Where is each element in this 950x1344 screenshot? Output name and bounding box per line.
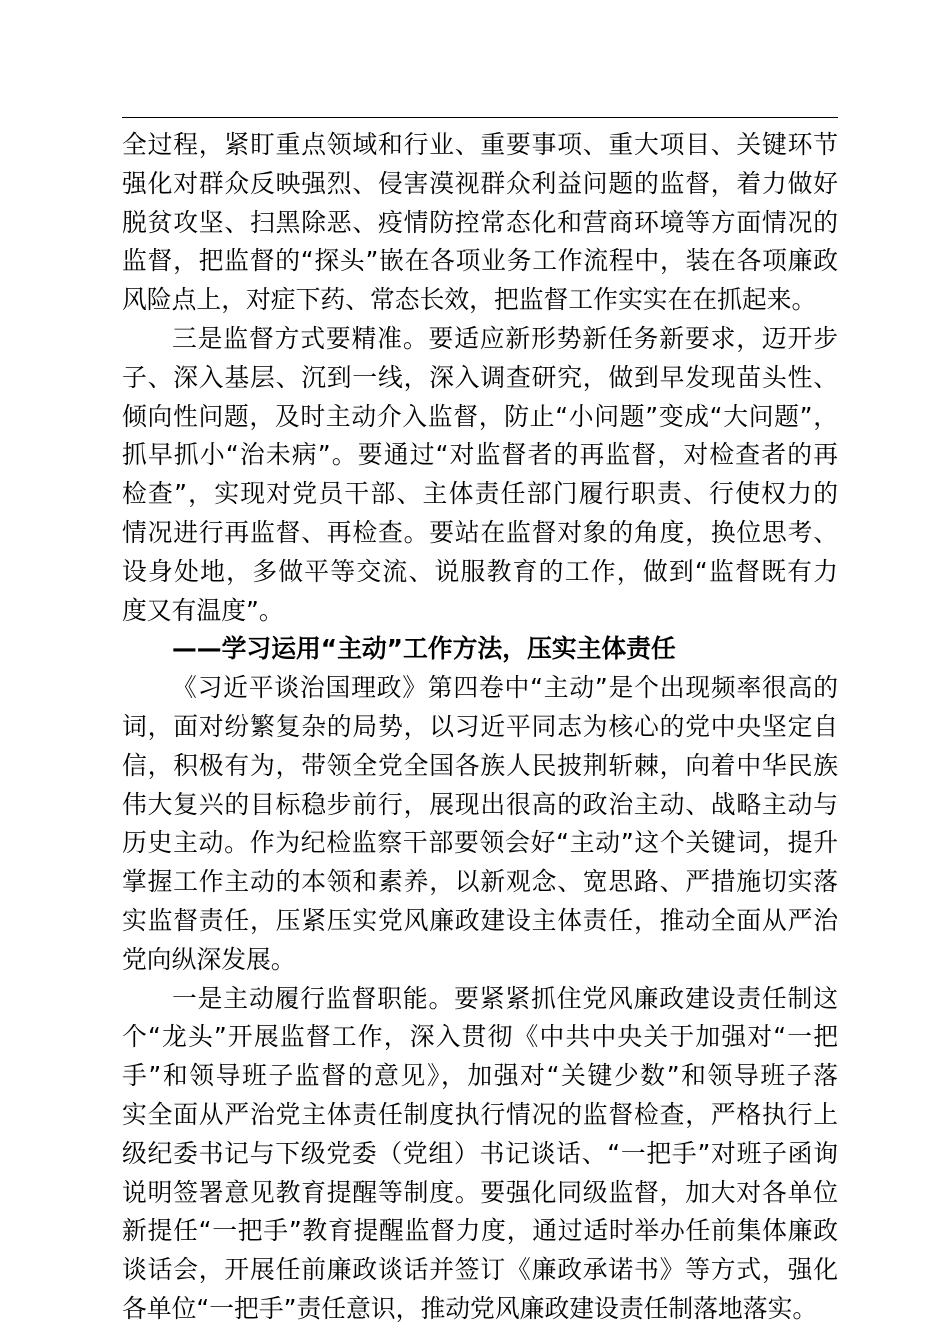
- text-line: 手”和领导班子监督的意见》，加强对“关键少数”和领导班子落: [122, 1061, 838, 1091]
- section-heading: [122, 630, 838, 669]
- text-line: 风险点上，对症下药、常态长效，把监督工作实实在在抓起来。: [122, 285, 817, 315]
- text-line: 强化对群众反映强烈、侵害漠视群众利益问题的监督，着力做好: [122, 168, 838, 198]
- paragraph: [122, 980, 838, 1329]
- text-line: 一是主动履行监督职能。要紧紧抓住党风廉政建设责任制这: [172, 983, 838, 1013]
- text-line: 掌握工作主动的本领和素养，以新观念、宽思路、严措施切实落: [122, 867, 838, 897]
- text-line: 抓早抓小“治未病”。要通过“对监督者的再监督，对检查者的再: [122, 440, 838, 470]
- text-line: 实全面从严治党主体责任制度执行情况的监督检查，严格执行上: [122, 1099, 838, 1129]
- text-line: 监督，把监督的“探头”嵌在各项业务工作流程中，装在各项廉政: [122, 246, 838, 276]
- paragraph: [122, 669, 838, 979]
- text-line: 新提任“一把手”教育提醒监督力度，通过适时举办任前集体廉政: [122, 1216, 838, 1246]
- text-line: 全过程，紧盯重点领域和行业、重要事项、重大项目、关键环节: [122, 130, 838, 159]
- text-line: 各单位“一把手”责任意识，推动党风廉政建设责任制落地落实。: [122, 1293, 818, 1323]
- text-line: 情况进行再监督、再检查。要站在监督对象的角度，换位思考、: [122, 517, 838, 547]
- text-line: ——学习运用“主动”工作方法，压实主体责任: [172, 634, 676, 664]
- text-line: 历史主动。作为纪检监察干部要领会好“主动”这个关键词，提升: [122, 828, 838, 858]
- paragraph: [122, 320, 838, 630]
- text-line: 实监督责任，压紧压实党风廉政建设主体责任，推动全面从严治: [122, 905, 838, 935]
- text-line: 度又有温度”。: [122, 595, 284, 625]
- text-line: 谈话会，开展任前廉政谈话并签订《廉政承诺书》等方式，强化: [122, 1255, 838, 1285]
- text-line: 信，积极有为，带领全党全国各族人民披荆斩棘，向着中华民族: [122, 750, 838, 780]
- text-line: 伟大复兴的目标稳步前行，展现出很高的政治主动、战略主动与: [122, 789, 838, 819]
- text-line: 《习近平谈治国理政》第四卷中“主动”是个出现频率很高的: [172, 673, 838, 703]
- text-line: 个“龙头”开展监督工作，深入贯彻《中共中央关于加强对“一把: [122, 1022, 838, 1052]
- text-line: 子、深入基层、沉到一线，深入调查研究，做到早发现苗头性、: [122, 362, 838, 392]
- text-line: 党向纵深发展。: [122, 944, 296, 974]
- text-line: 词，面对纷繁复杂的局势，以习近平同志为核心的党中央坚定自: [122, 711, 838, 741]
- document-body: [122, 126, 838, 1329]
- text-line: 说明签署意见教育提醒等制度。要强化同级监督，加大对各单位: [122, 1177, 838, 1207]
- paragraph: [122, 126, 838, 320]
- text-line: 倾向性问题，及时主动介入监督，防止“小问题”变成“大问题”，: [122, 401, 838, 431]
- header-rule: [122, 117, 838, 118]
- text-line: 三是监督方式要精准。要适应新形势新任务新要求，迈开步: [172, 323, 838, 353]
- text-line: 级纪委书记与下级党委（党组）书记谈话、“一把手”对班子函询: [122, 1138, 838, 1168]
- text-line: 设身处地，多做平等交流、说服教育的工作，做到“监督既有力: [122, 556, 838, 586]
- text-line: 检查”，实现对党员干部、主体责任部门履行职责、行使权力的: [122, 479, 838, 509]
- text-line: 脱贫攻坚、扫黑除恶、疫情防控常态化和营商环境等方面情况的: [122, 207, 838, 237]
